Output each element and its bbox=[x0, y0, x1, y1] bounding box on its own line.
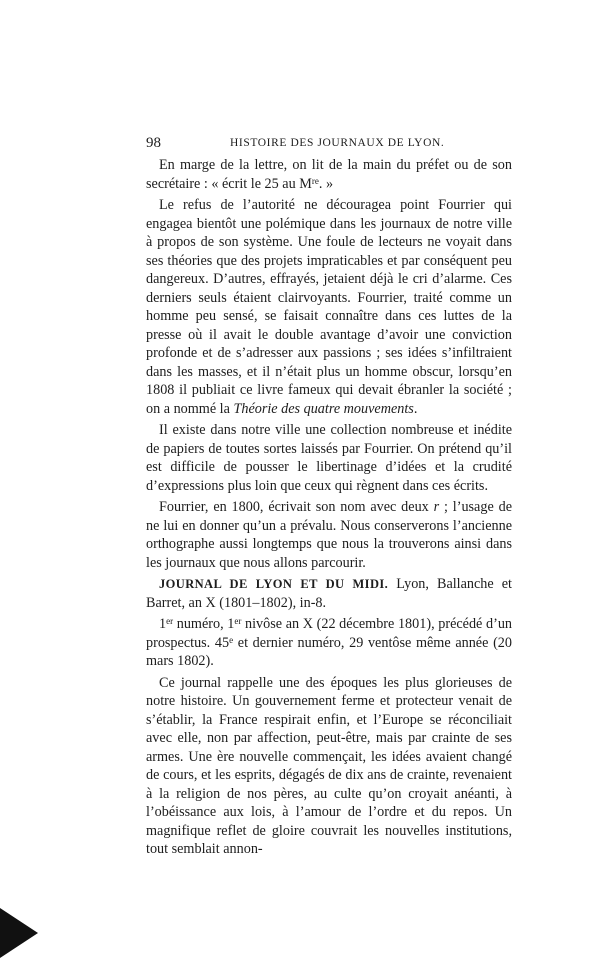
paragraph-marginal-note bbox=[146, 156, 512, 193]
running-title: HISTOIRE DES JOURNAUX DE LYON. bbox=[230, 137, 445, 149]
paragraph-refusal bbox=[146, 196, 512, 418]
journal-details: Lyon, Ballanche et Barret, an X (1801–1802), in-8. bbox=[146, 576, 512, 611]
paragraph-text: . » bbox=[318, 175, 334, 192]
superscript: er bbox=[234, 616, 242, 626]
paragraph-text: Le refus de l’autorité ne découragea point Fourrier qui engagea bientôt une polémique dans les journaux de notre ville à propos de son système. Une foule de lecteurs ne voyait dans ses théories que des projets impraticables et par conséquent peu dangereux. D’autres, effrayés, jetaient déjà le cri d’alarme. Ces derniers seuls étaient clairvoyants. Fourrier, traité comme un homme peu sensé, se faisait connaître dans ces luttes de la presse où il avait le double avantage d’avoir une conviction profonde et de s’adresser aux passions ; ses idées s’infiltraient dans les masses, et il n’était plus un homme obscur, lorsqu’en 1808 il publiait ce livre fameux qui devait ébranler la société ; on a nommé la bbox=[146, 197, 512, 417]
journal-entry bbox=[146, 575, 512, 612]
italic-letter: r bbox=[433, 499, 440, 515]
page-turn-triangle-icon[interactable] bbox=[0, 908, 38, 958]
page-header bbox=[146, 134, 524, 152]
paragraph-text: numéro, 1 bbox=[173, 616, 235, 632]
paragraph-text: Fourrier, en 1800, écrivait son nom avec deux bbox=[159, 499, 434, 515]
paragraph-text: . bbox=[413, 400, 418, 417]
paragraph-collection: Il existe dans notre ville une collection nombreuse et inédite de papiers de toutes sortes laissés par Fourrier. On prétend qu’il est difficile de pousser le libertinage d’idées et la crudité d’expressions plus loin que ceux qui règnent dans ces écrits. bbox=[146, 422, 512, 494]
superscript: e bbox=[229, 634, 234, 645]
paragraph-text: et dernier numéro, 29 ventôse même année (20 mars 1802). bbox=[146, 634, 512, 669]
page-number: 98 bbox=[146, 135, 161, 151]
body-text bbox=[146, 156, 512, 862]
paragraph-orthography bbox=[146, 498, 512, 572]
book-title: Théorie des quatre mouvements bbox=[233, 400, 414, 417]
paragraph-text: ; l’usage de ne lui en donner qu’un a prévalu. Nous conserverons l’ancienne orthographe aussi longtemps que nous la trouverons ainsi dans les journaux que nous allons parcourir. bbox=[146, 499, 512, 571]
paragraph-text: nivôse an X (22 décembre 1801), précédé d’un prospectus. 45 bbox=[146, 616, 513, 651]
paragraph-text: 1 bbox=[159, 616, 167, 632]
paragraph-history: Ce journal rappelle une des époques les plus glorieuses de notre histoire. Un gouvernement ferme et protecteur venait de s’établir, la France respirait enfin, et l’Europe se réconciliait avec elle, non par affection, peut-être, mais par crainte de ses armes. Une ère nouvelle commençait, les idées avaient changé de cours, et les esprits, dégagés de dix ans de crainte, revenaient à la religion de nos pères, au culte qu’on croyait anéanti, à l’obéissance aux lois, à l’amour de l’ordre et du repos. Un magnifique reflet de gloire couvrait les nouvelles institutions, tout semblait annon- bbox=[146, 674, 512, 857]
superscript: er bbox=[166, 616, 174, 626]
paragraph-issues bbox=[146, 615, 512, 671]
journal-title: JOURNAL DE LYON ET DU MIDI. bbox=[159, 577, 389, 591]
paragraph-text: En marge de la lettre, on lit de la main du préfet ou de son secrétaire : « écrit le 25 au M bbox=[146, 157, 512, 192]
superscript: re bbox=[311, 175, 319, 186]
